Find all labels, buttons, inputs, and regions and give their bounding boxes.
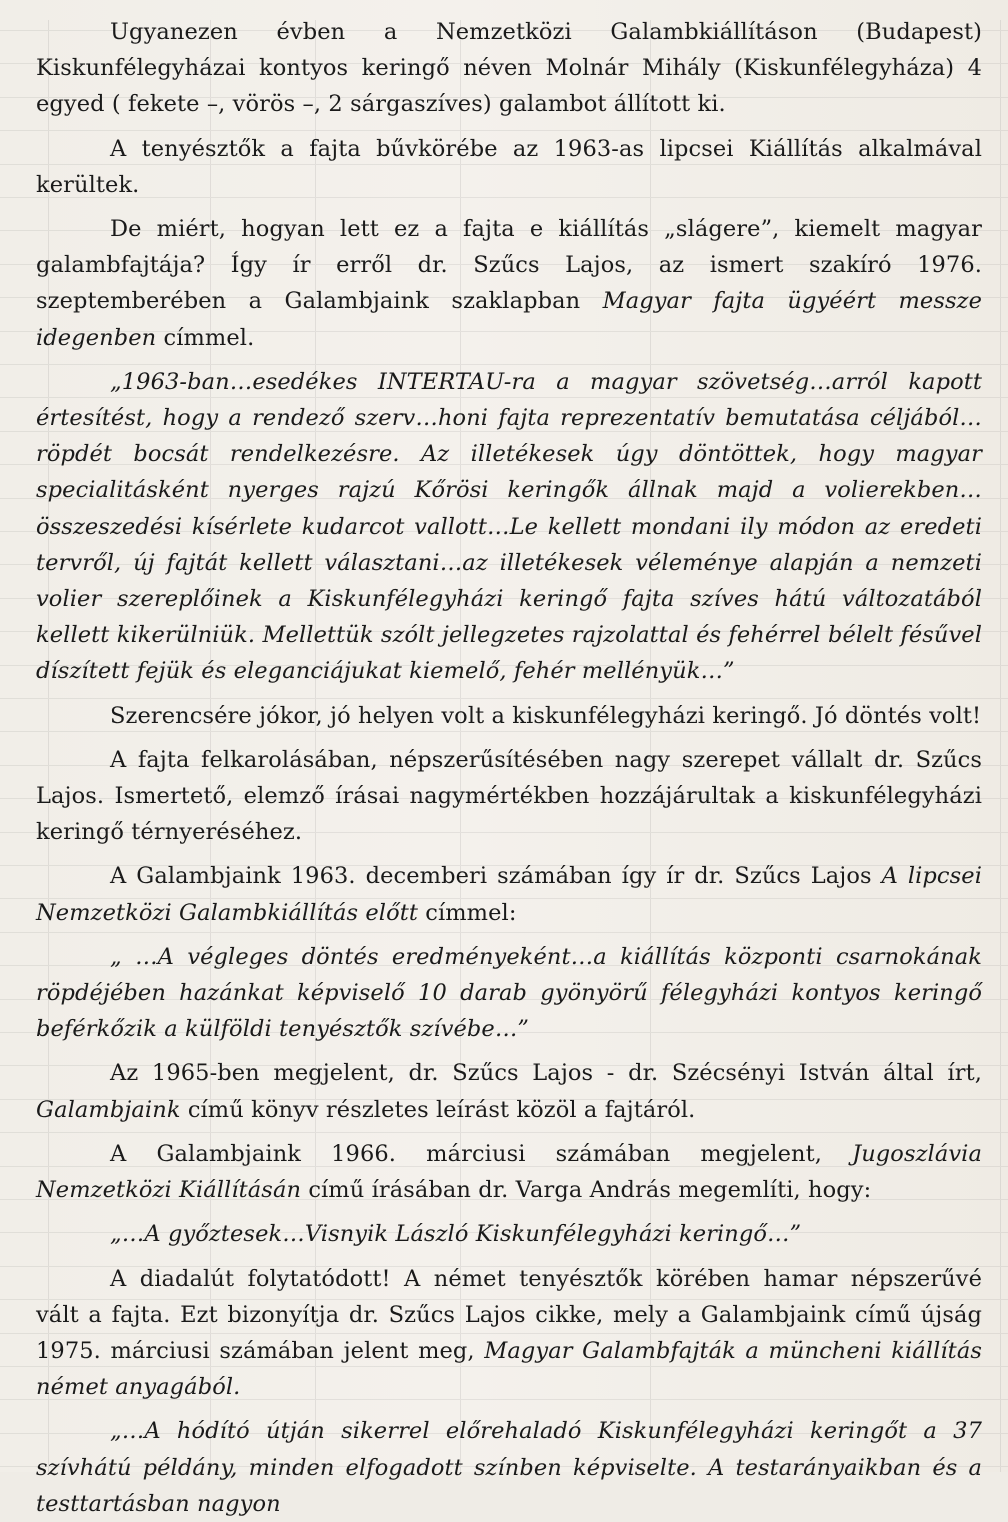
paragraph bbox=[36, 742, 982, 851]
paragraph bbox=[36, 211, 982, 356]
text-run: A Galambjaink 1963. decemberi számában így ír dr. Szűcs Lajos bbox=[110, 863, 882, 890]
italic-title: Galambjaink bbox=[36, 1096, 181, 1123]
italic-title: Jugoszlávia Nemzetközi Kiállításán bbox=[36, 1140, 982, 1204]
paragraph bbox=[36, 1055, 982, 1127]
text-run: címmel. bbox=[156, 324, 255, 351]
paragraph bbox=[36, 131, 982, 203]
paragraph bbox=[36, 698, 982, 734]
paragraph bbox=[36, 1261, 982, 1406]
italic-title: Magyar Galambfajták a müncheni kiállítás német anyagából. bbox=[36, 1337, 982, 1401]
text-run: Az 1965-ben megjelent, dr. Szűcs Lajos - dr. Szécsényi István által írt, bbox=[110, 1060, 982, 1087]
text-run: A tenyésztők a fajta bűvkörébe az 1963-as lipcsei Kiállítás alkalmával kerültek. bbox=[36, 135, 982, 198]
italic-title: A lipcsei Nemzetközi Galambkiállítás előtt bbox=[36, 863, 982, 926]
quote-paragraph bbox=[36, 939, 982, 1048]
text-run: De miért, hogyan lett ez a fajta e kiállítás „slágere”, kiemelt magyar galambfajtája? Így ír erről dr. Szűcs Lajos, az ismert szakíró 1976. szeptemberében a Galambjaink szaklapban bbox=[36, 216, 982, 315]
paragraph bbox=[36, 14, 982, 123]
text-run: A fajta felkarolásában, népszerűsítésében nagy szerepet vállalt dr. Szűcs Lajos. Ismertető, elemző írásai nagymértékben hozzájárultak a kiskunfélegyházi keringő térnyeréséhez. bbox=[36, 746, 982, 846]
quote-paragraph bbox=[36, 364, 982, 690]
text-run: című írásában dr. Varga András megemlíti, hogy: bbox=[301, 1177, 872, 1204]
article-text bbox=[36, 14, 982, 1522]
text-run: Szerencsére jókor, jó helyen volt a kiskunfélegyházi keringő. Jó döntés volt! bbox=[110, 702, 982, 729]
paragraph bbox=[36, 858, 982, 930]
text-run: A Galambjaink 1966. márciusi számában megjelent, bbox=[110, 1140, 853, 1167]
text-run: címmel: bbox=[418, 899, 517, 926]
text-run: Ugyanezen évben a Nemzetközi Galambkiállításon (Budapest) Kiskunfélegyházai kontyos keringő néven Molnár Mihály (Kiskunfélegyháza) 4 egyed ( fekete –, vörös –, 2 sárgaszíves) galambot állított ki. bbox=[36, 19, 982, 118]
italic-title: Magyar fajta ügyéért messze idegenben bbox=[36, 288, 983, 351]
text-run: A diadalút folytatódott! A német tenyésztők körében hamar népszerűvé vált a fajta. Ezt bizonyítja dr. Szűcs Lajos cikke, mely a Galambjaink című újság 1975. márciusi számában jelent meg, bbox=[36, 1265, 982, 1364]
text-run: „ …A végleges döntés eredményeként…a kiállítás központi csarnokának röpdéjében hazánkat képviselő 10 darab gyönyörű félegyházi kontyos keringő beférkőzik a külföldi tenyésztők szívébe…” bbox=[36, 943, 982, 1043]
text-run: „…A győztesek…Visnyik László Kiskunfélegyházi keringő…” bbox=[110, 1221, 802, 1248]
text-run: „…A hódító útján sikerrel előrehaladó Kiskunfélegyházi keringőt a 37 szívhátú példány, minden elfogadott színben képviselte. A testarányaikban és a testtartásban nagyon bbox=[36, 1418, 982, 1517]
paragraph bbox=[36, 1136, 982, 1208]
text-run: „1963-ban…esedékes INTERTAU-ra a magyar szövetség…arról kapott értesítést, hogy a rendező szerv…honi fajta reprezentatív bemutatása céljából…röpdét bocsát rendelkezésre. Az illetékesek úgy döntöttek, hogy magyar specialitásként nyerges rajzú Kőrösi keringők állnak majd a volierekben…összeszedési kísérlete kudarcot vallott…Le kellett mondani ily módon az eredeti tervről, új fajtát kellett választani…az illetékesek véleménye alapján a nemzeti volier szereplőinek a Kiskunfélegyházi keringő fajta szíves hátú változatából kellett kikerülniük. Mellettük szólt jellegzetes rajzolattal és fehérrel bélelt fésűvel díszített fejük és eleganciájukat kiemelő, fehér mellényük…” bbox=[36, 368, 982, 685]
quote-paragraph bbox=[36, 1216, 982, 1252]
text-run: című könyv részletes leírást közöl a fajtáról. bbox=[180, 1096, 696, 1123]
quote-paragraph bbox=[36, 1413, 982, 1522]
